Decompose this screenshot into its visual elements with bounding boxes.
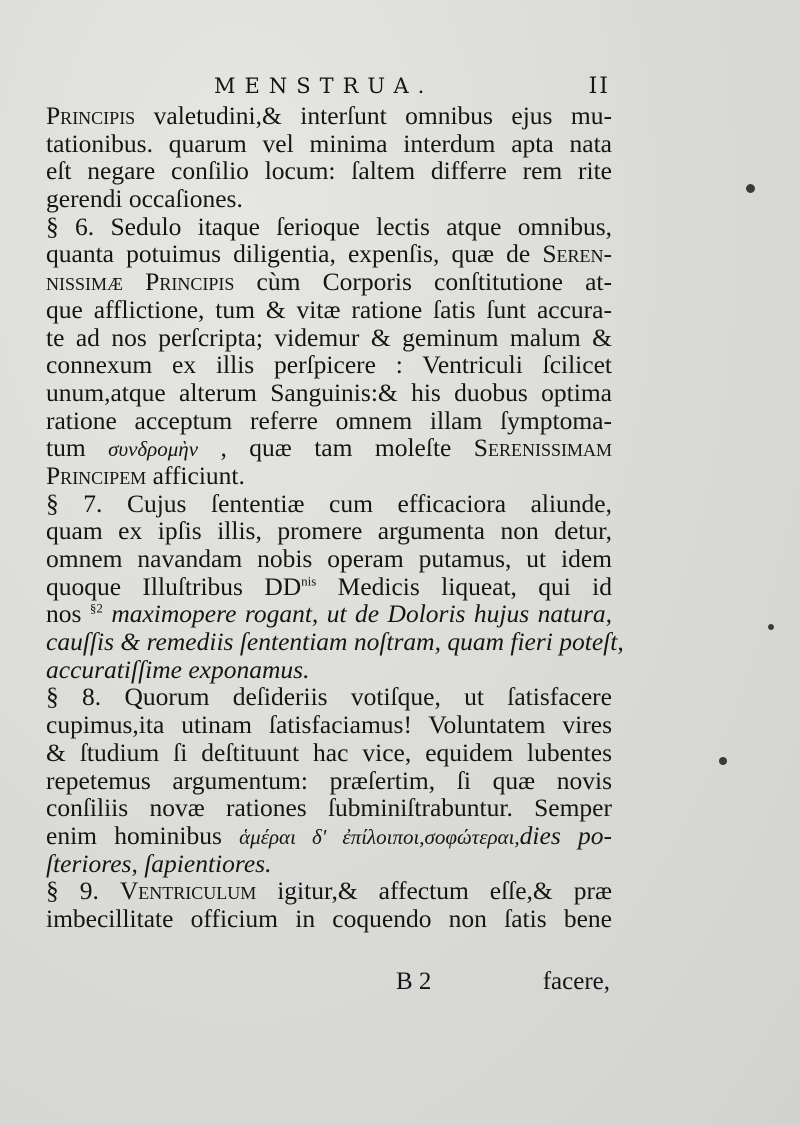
text-line: [46, 407, 612, 435]
text-line: [46, 434, 612, 462]
text-run: quam ex ipſis illis, promere argumenta non detur,: [46, 516, 612, 546]
text-run: conſiliis novæ rationes ſubminiſtrabuntur. Semper: [46, 793, 612, 823]
running-head: MENSTRUA.: [214, 74, 434, 98]
text-line: [46, 850, 612, 878]
text-run: tationibus. quarum vel minima interdum apta nata: [46, 128, 612, 158]
text-line: [46, 656, 612, 684]
text-line: [46, 296, 612, 324]
text-run: repetemus argumentum: præſertim, ſi quæ novis: [46, 765, 612, 795]
text-line: [46, 600, 612, 628]
page-number: II: [588, 74, 610, 99]
text-line: [46, 102, 612, 130]
text-line: [46, 627, 624, 657]
text-line: [46, 905, 612, 933]
text-run: eſt negare conſilio locum: ſaltem differre rem rite: [46, 156, 612, 186]
text-run: Serenissimam: [473, 433, 612, 463]
text-run: accuratiſſime exponamus.: [46, 654, 310, 684]
text-run: afficiunt.: [146, 460, 245, 490]
text-run: Principem: [46, 460, 147, 490]
text-line: [46, 351, 612, 379]
text-run: § 7. Cujus ſententiæ cum efficaciora aliunde,: [46, 488, 612, 518]
text-run: Principis: [46, 101, 136, 130]
text-run: que afflictione, tum & vitæ ratione ſatis ſunt accura-: [46, 294, 612, 324]
superscript: §2: [89, 600, 103, 616]
text-run: nos: [46, 599, 90, 629]
text-run: ratione acceptum referre omnem illam ſymptoma-: [46, 405, 612, 435]
text-line: [46, 490, 612, 518]
text-run: Seren-: [542, 239, 612, 269]
text-run: tum: [46, 433, 109, 463]
text-run: valetudini,& interſunt omnibus ejus mu-: [135, 101, 612, 130]
text-run: te ad nos perſcripta; videmur & geminum malum &: [46, 322, 612, 352]
text-line: [46, 877, 612, 905]
text-line: [46, 545, 612, 573]
text-run: & ſtudium ſi deſtituunt hac vice, equidem lubentes: [46, 737, 612, 767]
text-line: [46, 739, 612, 767]
text-run: § 8. Quorum deſideriis votiſque, ut ſatisfacere: [46, 682, 612, 712]
text-run: ἁμέραι δ' ἐπίλοιποι,σοφώτεραι,: [239, 824, 520, 849]
text-run: cùm Corporis conſtitutione at-: [234, 267, 612, 297]
text-run: dies po-: [519, 820, 612, 850]
text-run: cupimus,ita utinam ſatisfaciamus! Voluntatem vires: [46, 710, 612, 740]
signature-mark: B 2: [396, 968, 432, 995]
text-line: [46, 573, 612, 601]
text-run: Medicis liqueat, qui id: [316, 571, 612, 601]
text-run: , quæ tam moleſte: [198, 433, 474, 463]
text-line: [46, 130, 612, 158]
text-line: [46, 324, 612, 352]
text-run: igitur,& affectum eſſe,& præ: [256, 876, 612, 906]
paper-speck: [768, 624, 774, 630]
text-line: [46, 462, 612, 490]
text-run: cauſſis & remediis ſententiam noſtram, quam fieri poteſt,: [46, 627, 624, 657]
text-run: quoque Illuſtribus DD: [46, 571, 302, 601]
text-run: nissimæ Principis: [46, 267, 235, 297]
paper-speck: [719, 757, 727, 765]
text-line: [46, 711, 612, 739]
text-run: maximopere rogant, ut de Doloris hujus natura,: [102, 599, 612, 629]
text-line: [46, 794, 612, 822]
text-run: § 9.: [46, 876, 120, 906]
text-line: [46, 240, 612, 268]
text-run: connexum ex illis perſpicere : Ventriculi ſcilicet: [46, 350, 612, 380]
text-run: quanta potuimus diligentia, expenſis, quæ de: [46, 239, 543, 269]
text-line: [46, 185, 612, 213]
catchword: facere,: [542, 968, 610, 995]
text-line: [46, 767, 612, 795]
text-line: [46, 379, 612, 407]
text-run: omnem navandam nobis operam putamus, ut idem: [46, 544, 612, 573]
page-header: [44, 74, 610, 104]
text-line: [46, 683, 612, 711]
page-footer: [44, 968, 610, 998]
text-line: [46, 517, 612, 545]
text-line: [46, 822, 612, 850]
text-run: § 6. Sedulo itaque ſerioque lectis atque omnibus,: [46, 211, 612, 241]
text-line: [46, 268, 612, 296]
text-run: imbecillitate officium in coquendo non ſatis bene: [46, 903, 612, 933]
text-run: συνδρομὴν: [108, 437, 199, 462]
text-run: Ventriculum: [119, 876, 257, 906]
paper-speck: [746, 184, 755, 193]
text-run: ſteriores, ſapientiores.: [46, 848, 272, 878]
text-run: gerendi occaſiones.: [46, 184, 243, 214]
text-body: [46, 101, 624, 933]
text-line: [46, 157, 612, 185]
superscript: nis: [301, 573, 317, 589]
text-line: [46, 213, 612, 241]
text-run: unum,atque alterum Sanguinis:& his duobus optima: [46, 377, 612, 407]
text-run: enim hominibus: [46, 820, 240, 850]
